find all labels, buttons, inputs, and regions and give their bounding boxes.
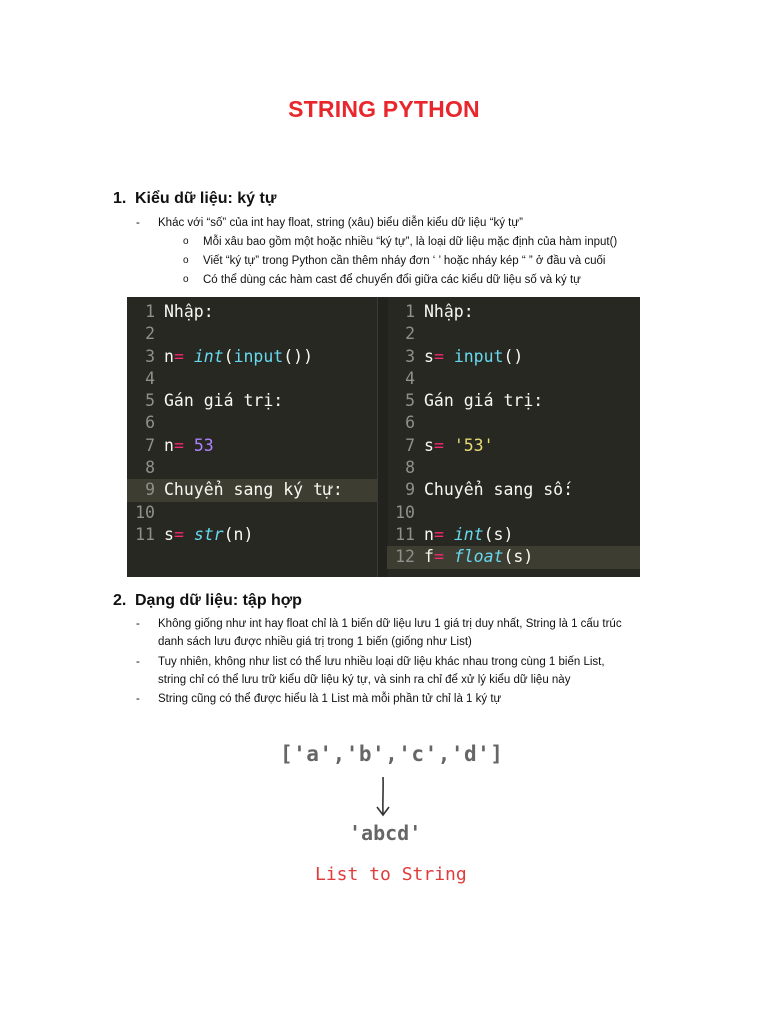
circle-marker: o <box>183 236 189 247</box>
line-number: 11 <box>135 524 155 544</box>
line-number: 2 <box>145 324 155 344</box>
code-token: Chuyển sang số: <box>424 480 574 500</box>
dash-marker: - <box>136 656 140 668</box>
line-number: 5 <box>145 391 155 411</box>
bullet-text-line: Tuy nhiên, không như list có thể lưu nhiều loại dữ liệu khác nhau trong cùng 1 biến List, <box>158 656 605 668</box>
line-number: 4 <box>405 368 415 388</box>
sub-bullet-text: Viết “ký tự” trong Python cần thêm nháy đơn ‘ ’ hoặc nháy kép “ ” ở đầu và cuối <box>203 255 606 267</box>
code-line <box>127 323 377 345</box>
sub-bullet <box>183 233 617 251</box>
page-title: STRING PYTHON <box>288 96 480 122</box>
code-line <box>127 368 377 390</box>
code-token: input <box>233 346 284 366</box>
section-1-bullet <box>136 214 696 232</box>
code-token: s <box>424 435 434 455</box>
line-number: 10 <box>135 502 155 522</box>
bullet-text-line: String cũng có thể được hiểu là 1 List mà mỗi phần tử chỉ là 1 ký tự <box>158 693 502 705</box>
line-number: 9 <box>145 480 155 500</box>
bullet-text-line: string chỉ có thể lưu trữ kiểu dữ liệu ký tự, và sinh ra chỉ để xử lý kiểu dữ liệu này <box>158 674 571 686</box>
code-line <box>127 502 377 524</box>
code-token: s <box>424 346 434 366</box>
line-number: 7 <box>405 435 415 455</box>
line-number: 3 <box>405 346 415 366</box>
code-token: int <box>453 524 484 544</box>
code-line <box>127 346 377 368</box>
code-token: f <box>424 547 434 567</box>
code-token: ( <box>223 346 234 366</box>
code-line <box>127 524 377 546</box>
sub-bullet <box>183 271 581 289</box>
code-token: = <box>433 524 444 544</box>
code-line <box>127 435 377 457</box>
line-number: 8 <box>405 458 415 478</box>
code-token: Nhập: <box>424 302 474 321</box>
code-token: () <box>503 346 524 366</box>
down-arrow-icon <box>370 774 396 820</box>
code-token: (s) <box>483 524 514 544</box>
dash-marker: - <box>136 693 140 705</box>
code-line <box>387 502 640 524</box>
line-number: 4 <box>145 368 155 388</box>
line-number: 7 <box>145 435 155 455</box>
code-token: (s) <box>503 547 534 567</box>
code-pane-left <box>127 301 377 546</box>
line-number: 1 <box>405 302 415 321</box>
code-editor-screenshot <box>127 297 640 577</box>
code-pane-right <box>387 301 640 569</box>
line-number: 1 <box>145 302 155 321</box>
code-token: = <box>173 524 184 544</box>
code-line <box>387 435 640 457</box>
code-line <box>387 412 640 434</box>
code-line <box>127 301 377 323</box>
line-number: 11 <box>395 524 415 544</box>
code-line <box>387 301 640 323</box>
code-token: = <box>173 435 184 455</box>
code-token: float <box>453 547 504 567</box>
code-token: = <box>173 346 184 366</box>
line-number: 12 <box>395 547 415 567</box>
code-line <box>387 346 640 368</box>
code-line-highlighted <box>387 546 640 568</box>
string-literal: 'abcd' <box>349 821 422 845</box>
circle-marker: o <box>183 274 189 285</box>
code-token: = <box>433 435 444 455</box>
code-token: Chuyển sang ký tự: <box>164 480 343 500</box>
code-token: (n) <box>223 524 254 544</box>
line-number: 3 <box>145 346 155 366</box>
code-line <box>127 457 377 479</box>
section-2-bullet <box>136 615 696 651</box>
code-line-highlighted <box>127 479 377 501</box>
section-2-bullet <box>136 690 696 708</box>
code-token: input <box>453 346 504 366</box>
bullet-text-line: Không giống như int hay float chỉ là 1 biến dữ liệu lưu 1 giá trị duy nhất, String là 1 cấu trúc <box>158 618 622 630</box>
code-token: n <box>424 524 434 544</box>
line-number: 10 <box>395 502 415 522</box>
code-token: 53 <box>193 435 214 455</box>
code-token: Gán giá trị: <box>164 391 284 411</box>
code-token: '53' <box>453 435 494 455</box>
sub-bullet-text: Có thể dùng các hàm cast để chuyển đổi giữa các kiểu dữ liệu số và ký tự <box>203 274 581 286</box>
line-number: 5 <box>405 391 415 411</box>
code-line <box>127 412 377 434</box>
bullet-text-line: danh sách lưu được nhiều giá trị trong 1 biến (giống như List) <box>158 636 472 648</box>
code-token: ()) <box>283 346 314 366</box>
code-token: s <box>164 524 174 544</box>
code-token: Nhập: <box>164 302 214 321</box>
section-2-heading <box>113 592 302 610</box>
code-token: int <box>193 346 224 366</box>
section-1-number: 1. <box>113 190 127 207</box>
section-2-title: Dạng dữ liệu: tập hợp <box>135 592 302 609</box>
code-token: = <box>433 547 444 567</box>
code-line <box>387 524 640 546</box>
line-number: 8 <box>145 458 155 478</box>
code-line <box>387 368 640 390</box>
code-line <box>387 457 640 479</box>
code-line <box>127 390 377 412</box>
sub-bullet <box>183 252 606 270</box>
dash-marker: - <box>136 618 140 630</box>
illustration-caption: List to String <box>315 864 467 885</box>
code-token: n <box>164 435 174 455</box>
code-token: str <box>193 524 224 544</box>
code-token: = <box>433 346 444 366</box>
code-token: Gán giá trị: <box>424 391 544 411</box>
section-1-title: Kiểu dữ liệu: ký tự <box>135 190 277 207</box>
code-line <box>387 390 640 412</box>
line-number: 2 <box>405 324 415 344</box>
list-literal: ['a','b','c','d'] <box>280 742 504 766</box>
code-line <box>387 479 640 501</box>
section-2-bullet <box>136 653 696 689</box>
line-number: 6 <box>145 413 155 433</box>
circle-marker: o <box>183 255 189 266</box>
line-number: 6 <box>405 413 415 433</box>
section-1-heading <box>113 190 276 208</box>
bullet-text: Khác với “số” của int hay float, string (xâu) biểu diễn kiểu dữ liệu “ký tự” <box>158 217 523 229</box>
line-number: 9 <box>405 480 415 500</box>
dash-marker: - <box>136 217 140 229</box>
section-2-number: 2. <box>113 592 127 609</box>
code-token: n <box>164 346 174 366</box>
sub-bullet-text: Mỗi xâu bao gồm một hoặc nhiều “ký tự”, là loại dữ liệu mặc định của hàm input() <box>203 236 618 248</box>
code-line <box>387 323 640 345</box>
